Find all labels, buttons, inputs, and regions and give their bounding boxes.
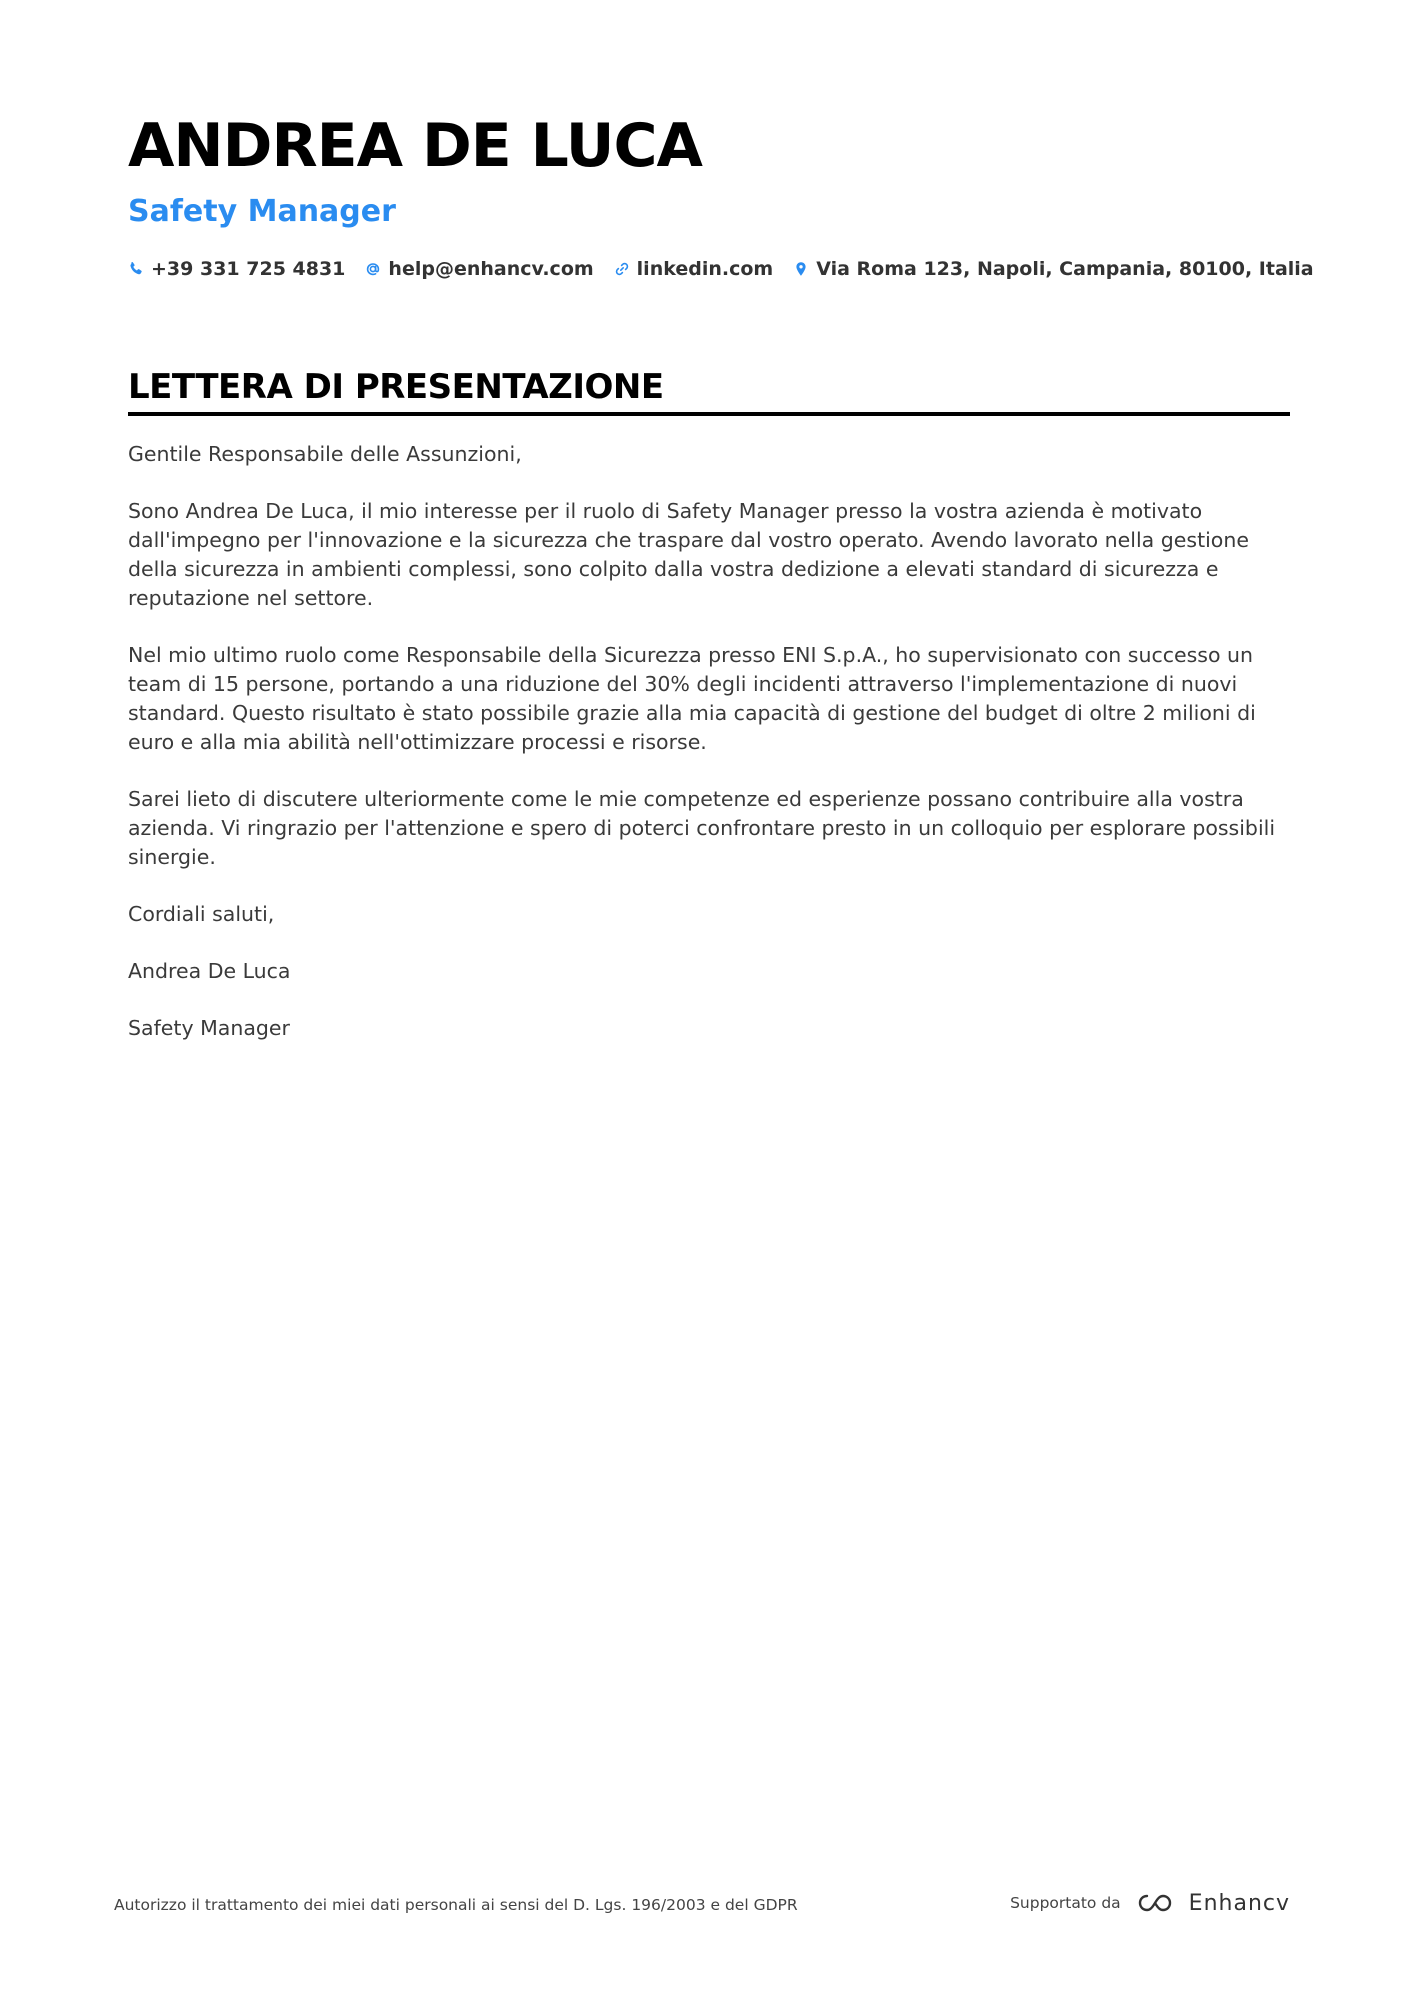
- at-icon: [365, 260, 381, 278]
- letter-paragraph: Nel mio ultimo ruolo come Responsabile della Sicurezza presso ENI S.p.A., ho supervisionato con successo un team di 15 persone, portando a una riduzione del 30% degli incidenti attraverso l'implementazione di nuovi standard. Questo risultato è stato possibile grazie alla mia capacità di gestione del budget di oltre 2 milioni di euro e alla mia abilità nell'ottimizzare processi e risorse.: [128, 643, 1256, 754]
- header: [128, 108, 1314, 280]
- candidate-name: ANDREA DE LUCA: [128, 111, 702, 181]
- address-text: Via Roma 123, Napoli, Campania, 80100, Italia: [816, 258, 1314, 280]
- letter-greeting: Gentile Responsabile delle Assunzioni,: [128, 442, 522, 466]
- signature-name: Andrea De Luca: [128, 959, 291, 983]
- privacy-consent: Autorizzo il trattamento dei miei dati personali ai sensi del D. Lgs. 196/2003 e del GDPR: [114, 1896, 798, 1914]
- contact-address: [793, 258, 1313, 280]
- phone-icon: [128, 260, 144, 278]
- letter-body: [128, 440, 1288, 1071]
- contact-link: [614, 258, 774, 280]
- section-heading: [128, 366, 1290, 416]
- brand-name: Enhancv: [1188, 1890, 1290, 1916]
- powered-by[interactable]: [1010, 1890, 1290, 1916]
- link-text: linkedin.com: [636, 258, 774, 280]
- powered-by-label: Supportato da: [1010, 1894, 1121, 1912]
- contact-bar: [128, 258, 1314, 280]
- link-icon: [614, 260, 630, 278]
- section-divider: [128, 412, 1290, 416]
- letter-paragraph: Sarei lieto di discutere ulteriormente come le mie competenze ed esperienze possano contribuire alla vostra azienda. Vi ringrazio per l'attenzione e spero di poterci confrontare presto in un colloquio per esplorare possibili sinergie.: [128, 787, 1276, 869]
- letter-paragraph: Sono Andrea De Luca, il mio interesse per il ruolo di Safety Manager presso la vostra azienda è motivato dall'impegno per l'innovazione e la sicurezza che traspare dal vostro operato. Avendo lavorato nella gestione della sicurezza in ambienti complessi, sono colpito dalla vostra dedizione a elevati standard di sicurezza e reputazione nel settore.: [128, 499, 1249, 610]
- phone-text: +39 331 725 4831: [151, 258, 346, 280]
- candidate-role: Safety Manager: [128, 194, 396, 229]
- contact-email: [365, 258, 593, 280]
- email-text: help@enhancv.com: [388, 258, 594, 280]
- footer: [114, 1890, 1290, 1920]
- signature-role: Safety Manager: [128, 1016, 290, 1040]
- enhancv-logo-icon: [1133, 1890, 1179, 1916]
- contact-phone: [128, 258, 345, 280]
- letter-closing: Cordiali saluti,: [128, 902, 275, 926]
- location-pin-icon: [793, 260, 809, 278]
- section-title: LETTERA DI PRESENTAZIONE: [128, 367, 664, 407]
